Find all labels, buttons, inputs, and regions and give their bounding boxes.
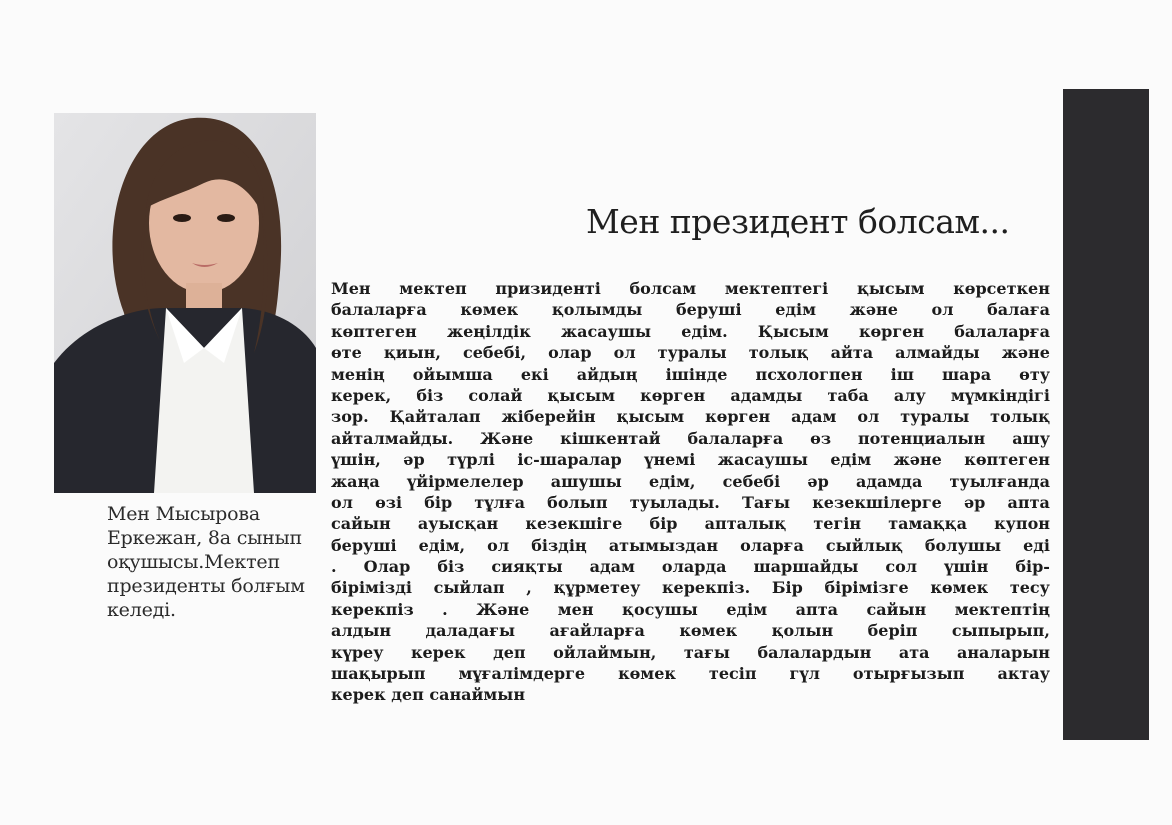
essay-word: жасаушы (717, 450, 808, 470)
essay-word: едім, (649, 471, 696, 491)
essay-word: болып (547, 492, 608, 512)
essay-word: солай (468, 385, 523, 405)
essay-word: көрген (858, 321, 925, 341)
essay-word: көрген (640, 385, 706, 405)
essay-word: едім (775, 300, 817, 320)
essay-word: ол (613, 343, 636, 363)
essay-word: көрген (705, 407, 771, 427)
essay-word: біз (416, 385, 444, 405)
essay-word: апталық (704, 514, 787, 534)
essay-word: алдын (331, 621, 392, 641)
essay-word: бірімізді (331, 578, 412, 598)
essay-word: сияқты (491, 557, 563, 577)
essay-line (331, 278, 1050, 299)
essay-word: беріп (867, 621, 918, 641)
essay-word: балаға (987, 300, 1050, 320)
essay-line (331, 535, 1050, 556)
essay-word: таба (827, 385, 869, 405)
student-caption: Мен Мысырова Еркежан, 8а сынып оқушысы.Мектеп президенты болғым келеді. (107, 503, 305, 621)
essay-line (331, 642, 1050, 663)
essay-word: адамды (730, 385, 803, 405)
essay-word: айталмайды. (331, 428, 454, 448)
essay-word: өзі (375, 492, 403, 512)
essay-word: көптеген (964, 450, 1050, 470)
essay-line (331, 663, 1050, 684)
essay-word: мұғалімдерге (458, 664, 586, 684)
essay-word: толық (990, 407, 1050, 427)
essay-word: іш (890, 364, 914, 384)
essay-word: мектептегі (724, 279, 829, 298)
essay-word: құрметеу (553, 578, 641, 598)
essay-line (331, 342, 1050, 363)
essay-word: үшін (944, 557, 989, 577)
essay-word: апта (1007, 492, 1050, 512)
essay-word: отырғызып (852, 664, 965, 684)
essay-word: алмайды (895, 343, 980, 363)
essay-word: қолымды (551, 300, 643, 320)
essay-word: біз (437, 557, 465, 577)
essay-word: адам (589, 557, 635, 577)
essay-word: қысым (856, 279, 925, 298)
essay-word: призиденті (495, 279, 601, 298)
essay-line (331, 556, 1050, 577)
essay-word: және (849, 300, 898, 320)
essay-word: оларда (661, 557, 727, 577)
essay-word: мектептің (954, 599, 1050, 619)
essay-word: Бір (771, 578, 803, 598)
essay-word: потенциалын (857, 428, 986, 448)
essay-word: қосушы (622, 599, 698, 619)
essay-line (331, 492, 1050, 513)
essay-line (331, 513, 1050, 534)
essay-word: туылады. (629, 492, 720, 512)
essay-word: алу (893, 385, 926, 405)
essay-word: мен (557, 599, 594, 619)
essay-word: көмек (618, 664, 676, 684)
essay-line (331, 599, 1050, 620)
essay-word: жеңілдік (446, 321, 531, 341)
essay-word: жіберейін (501, 407, 596, 427)
essay-word: олар (548, 343, 592, 363)
essay-word: өз (810, 428, 832, 448)
essay-word: мектеп (399, 279, 467, 298)
essay-word: ішінде (665, 364, 728, 384)
essay-line (331, 385, 1050, 406)
essay-word: ашушы (550, 471, 622, 491)
essay-word: ол (487, 535, 510, 555)
essay-word: көмек (679, 621, 738, 641)
essay-word: шара (941, 364, 992, 384)
essay-word: жасаушы (560, 321, 652, 341)
essay-word: сайын (866, 599, 927, 619)
page-title: Мен президент болсам... (586, 202, 1010, 241)
essay-word: кезекшілерге (812, 492, 942, 512)
essay-word: тегін (813, 514, 862, 534)
essay-word: ауысқан (417, 514, 499, 534)
essay-line: керек деп санаймын (331, 685, 526, 705)
essay-word: адамда (856, 471, 923, 491)
essay-word: балаларға (954, 321, 1050, 341)
essay-word: жаңа (331, 471, 380, 491)
essay-line (331, 428, 1050, 449)
essay-word: балаларға (331, 300, 427, 320)
essay-word: оларға (740, 535, 804, 555)
essay-word: аналарын (956, 642, 1050, 662)
essay-word: ойымша (412, 364, 493, 384)
essay-word: Мен (331, 279, 371, 298)
essay-word: балаларға (687, 428, 784, 448)
essay-word: бір- (1015, 557, 1050, 577)
essay-word: әр (403, 450, 425, 470)
essay-word: туралы (657, 343, 727, 363)
essay-word: үшін, (331, 450, 381, 470)
essay-word: себебі (722, 471, 781, 491)
essay-word: әр (964, 492, 986, 512)
essay-word: керекпіз. (661, 578, 751, 598)
essay-word: күреу (331, 642, 384, 662)
essay-word: псхологпен (755, 364, 863, 384)
essay-word: ойлаймын, (553, 642, 657, 662)
essay-word: деп (493, 642, 526, 662)
essay-word: еді (1023, 535, 1050, 555)
essay-word: мүмкіндігі (950, 385, 1050, 405)
essay-word: атымыздан (608, 535, 719, 555)
essay-word: Қайталап (389, 407, 481, 427)
essay-word: сол (885, 557, 918, 577)
essay-line (331, 449, 1050, 470)
essay-word: Және (476, 599, 530, 619)
essay-word: едім, (418, 535, 466, 555)
essay-word: болушы (924, 535, 1001, 555)
essay-word: және (893, 450, 942, 470)
essay-word: ол (857, 407, 880, 427)
essay-word: . (442, 599, 448, 619)
essay-word: менің (331, 364, 385, 384)
essay-word: көптеген (331, 321, 417, 341)
essay-word: сыпырып, (951, 621, 1050, 641)
essay-line (331, 364, 1050, 385)
essay-word: екі (520, 364, 549, 384)
essay-word: туылғанда (949, 471, 1050, 491)
essay-word: әр (807, 471, 829, 491)
essay-word: Қысым (757, 321, 829, 341)
essay-word: ол (331, 492, 353, 512)
essay-word: көмек (930, 578, 989, 598)
essay-line (331, 620, 1050, 641)
essay-word: кезекшіге (525, 514, 623, 534)
essay-word: толық (748, 343, 809, 363)
essay-word: едім. (681, 321, 728, 341)
essay-word: туралы (900, 407, 970, 427)
essay-line (331, 406, 1050, 427)
essay-word: , (526, 578, 532, 598)
essay-line (331, 321, 1050, 342)
essay-word: тамаққа (888, 514, 967, 534)
essay-word: қысым (547, 385, 616, 405)
essay-word: болсам (629, 279, 697, 298)
essay-word: керек, (331, 385, 392, 405)
essay-word: және (1001, 343, 1050, 363)
essay-word: көмек (460, 300, 519, 320)
essay-word: бірімізге (824, 578, 909, 598)
essay-word: беруші (675, 300, 742, 320)
essay-word: айта (830, 343, 874, 363)
essay-word: бір (649, 514, 678, 534)
essay-word: керекпіз (331, 599, 414, 619)
essay-word: балалардын (757, 642, 872, 662)
essay-word: шаршайды (753, 557, 859, 577)
essay-word: себебі, (462, 343, 527, 363)
essay-word: гүл (789, 664, 820, 684)
essay-word: қиын, (383, 343, 441, 363)
essay-word: көрсеткен (953, 279, 1050, 298)
essay-word: айдың (576, 364, 638, 384)
portrait-image (54, 113, 316, 493)
essay-word: сыйлап (433, 578, 505, 598)
essay-word: едім (830, 450, 872, 470)
essay-word: сайын (331, 514, 391, 534)
essay-word: керек (410, 642, 466, 662)
essay-word: апта (795, 599, 838, 619)
essay-word: Олар (363, 557, 411, 577)
essay-word: үйірмелелер (406, 471, 524, 491)
essay-body (331, 278, 1050, 706)
essay-word: даладағы (425, 621, 516, 641)
essay-word: үнемі (644, 450, 696, 470)
essay-word: беруші (331, 535, 397, 555)
essay-word: қысым (616, 407, 685, 427)
essay-word: сыйлық (825, 535, 903, 555)
essay-word: . (331, 557, 337, 577)
essay-line (331, 471, 1050, 492)
essay-word: іс-шаралар (517, 450, 622, 470)
essay-line (331, 577, 1050, 598)
student-photo (54, 113, 316, 493)
essay-word: шақырып (331, 664, 426, 684)
essay-word: тұлға (474, 492, 525, 512)
essay-word: Және (480, 428, 534, 448)
essay-word: едім (726, 599, 768, 619)
essay-word: бір (424, 492, 453, 512)
essay-word: ата (898, 642, 930, 662)
essay-word: өту (1019, 364, 1050, 384)
essay-word: зор. (331, 407, 369, 427)
essay-word: тесіп (708, 664, 757, 684)
essay-word: кішкентай (560, 428, 661, 448)
essay-line (331, 299, 1050, 320)
essay-word: актау (997, 664, 1050, 684)
essay-word: өте (331, 343, 362, 363)
essay-word: қолын (771, 621, 834, 641)
essay-word: Тағы (741, 492, 791, 512)
essay-word: түрлі (447, 450, 495, 470)
essay-word: тағы (683, 642, 730, 662)
essay-word: біздің (531, 535, 587, 555)
essay-word: адам (791, 407, 837, 427)
decorative-dark-bar (1063, 89, 1149, 740)
essay-word: ағайларға (549, 621, 645, 641)
essay-word: ашу (1012, 428, 1050, 448)
essay-word: тесу (1009, 578, 1050, 598)
essay-word: купон (994, 514, 1050, 534)
essay-word: ол (931, 300, 954, 320)
